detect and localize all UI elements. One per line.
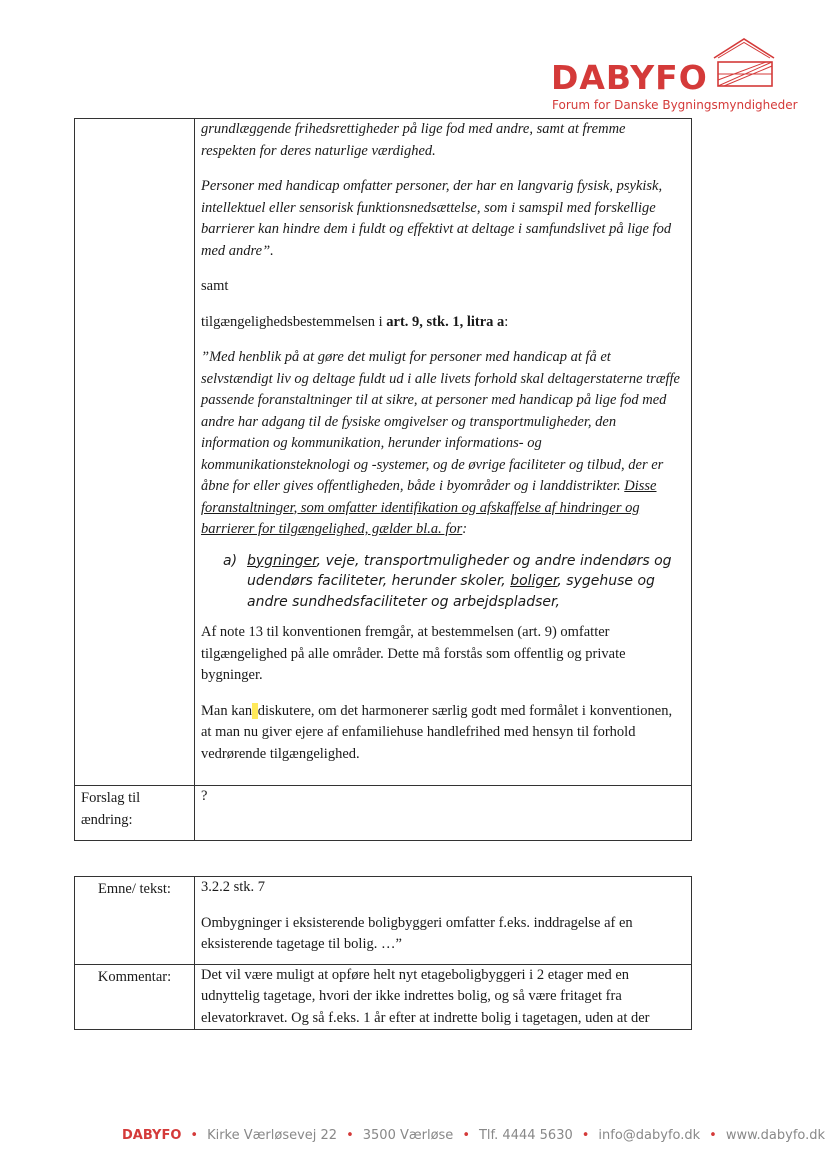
content-emne (195, 877, 692, 965)
value-forslag: ? (195, 786, 692, 841)
quote-text: ”Med henblik på at gøre det muligt for personer med handicap at få et selvstændigt liv og deltage fuldt ud i alle livets forhold skal deltagerstaterne træffe passende foranstaltninger til at sikre, at personer med handicap på lige fod med andre har adgang til de fysiske omgivelser og transportmuligheder, den information og kommunikation, herunder informations- og kommunikationsteknologi og -systemer, og de øvrige faciliteter og tilbud, der er åbne for eller gives offentligheden, både i byområder og i landdistrikter. (201, 349, 680, 494)
paragraph: Personer med handicap omfatter personer, der har en langvarig fysisk, psykisk, intellektuel eller sensorisk funktionsnedsættelse, som i samspil med forskellige barrierer kan hindre dem i fuldt og effektivt at deltage i samfundslivet på lige fod med andre”. (201, 178, 672, 259)
house-icon (710, 36, 778, 88)
page-footer (122, 1128, 825, 1143)
content-cell (195, 119, 692, 786)
paragraph: Ombygninger i eksisterende boligbyggeri omfatter f.eks. inddragelse af en eksisterende tagetage til bolig. …” (201, 914, 633, 952)
footer-address: Kirke Værløsevej 22 (207, 1128, 338, 1143)
label-kommentar: Kommentar: (75, 964, 195, 1030)
footer-city: 3500 Værløse (362, 1128, 454, 1143)
paragraph: samt (201, 278, 229, 294)
separator-dot: • (462, 1128, 470, 1143)
label-emne: Emne/ tekst: (75, 877, 195, 965)
separator-dot: • (190, 1128, 199, 1143)
paragraph: Det vil være muligt at opføre helt nyt etageboligbyggeri i 2 etager med en udnyttelig tagetage, hvori der ikke indrettes bolig, og så være fritaget fra elevatorkravet. Og så f.eks. 1 år efter at indrette bolig i tagetagen, uden at der (201, 966, 650, 1026)
dabyfo-logo (548, 36, 798, 116)
section-reference: 3.2.2 stk. 7 (201, 879, 266, 895)
label-forslag: Forslag til ændring: (75, 786, 195, 841)
paragraph: grundlæggende frihedsrettigheder på lige fod med andre, samt at fremme respekten for deres naturlige værdighed. (201, 121, 626, 159)
underlined-word: boliger (510, 573, 558, 589)
logo-subtitle: Forum for Danske Bygningsmyndigheder (552, 98, 798, 112)
underlined-word: bygninger (247, 552, 317, 569)
paragraph: Af note 13 til konventionen fremgår, at bestemmelsen (art. 9) omfatter tilgængelighed på alle områder. Dette må forstås som offentlig og private bygninger. (201, 624, 626, 683)
separator-dot: • (346, 1128, 354, 1143)
footer-phone: Tlf. 4444 5630 (478, 1128, 573, 1143)
comment-table-1 (74, 118, 692, 841)
comment-table-2 (74, 876, 692, 1030)
footer-brand: DABYFO (122, 1128, 182, 1143)
table-row (75, 119, 692, 786)
paragraph (201, 312, 681, 334)
text: : (504, 313, 509, 330)
text: diskutere, om det harmonerer særlig godt med formålet i konventionen, at man nu giver ejere af enfamiliehuse handlefrihed med hensyn til forhold vedrørende tilgængelighed. (201, 702, 673, 762)
label-cell-empty (75, 119, 195, 786)
list-marker: a) (223, 552, 238, 569)
separator-dot: • (709, 1128, 717, 1143)
table-row (75, 964, 692, 1030)
text: Man kan (201, 702, 253, 719)
footer-email: info@dabyfo.dk (598, 1128, 701, 1143)
table-row (75, 877, 692, 965)
text: , veje, transportmuligheder og andre indendørs og udendørs faciliteter, herunder skoler, (247, 552, 672, 589)
separator-dot: • (581, 1128, 590, 1143)
quote-underlined-text: Disse foranstaltninger, som omfatter identifikation og afskaffelse af hindringer og barrierer for tilgængelighed, gælder bl.a. for (201, 478, 657, 537)
article-reference: art. 9, stk. 1, litra a (386, 313, 505, 330)
logo-wordmark: DABYFO (551, 58, 708, 97)
table-row (75, 786, 692, 841)
paragraph (201, 701, 681, 766)
quote-paragraph (201, 347, 681, 541)
text: : (462, 521, 468, 537)
text: , sygehuse og andre sundhedsfaciliteter og arbejdspladser, (247, 573, 655, 610)
list-item (201, 551, 681, 613)
content-kommentar (195, 964, 692, 1030)
text: tilgængelighedsbestemmelsen i (201, 313, 387, 330)
footer-web: www.dabyfo.dk (725, 1128, 826, 1143)
